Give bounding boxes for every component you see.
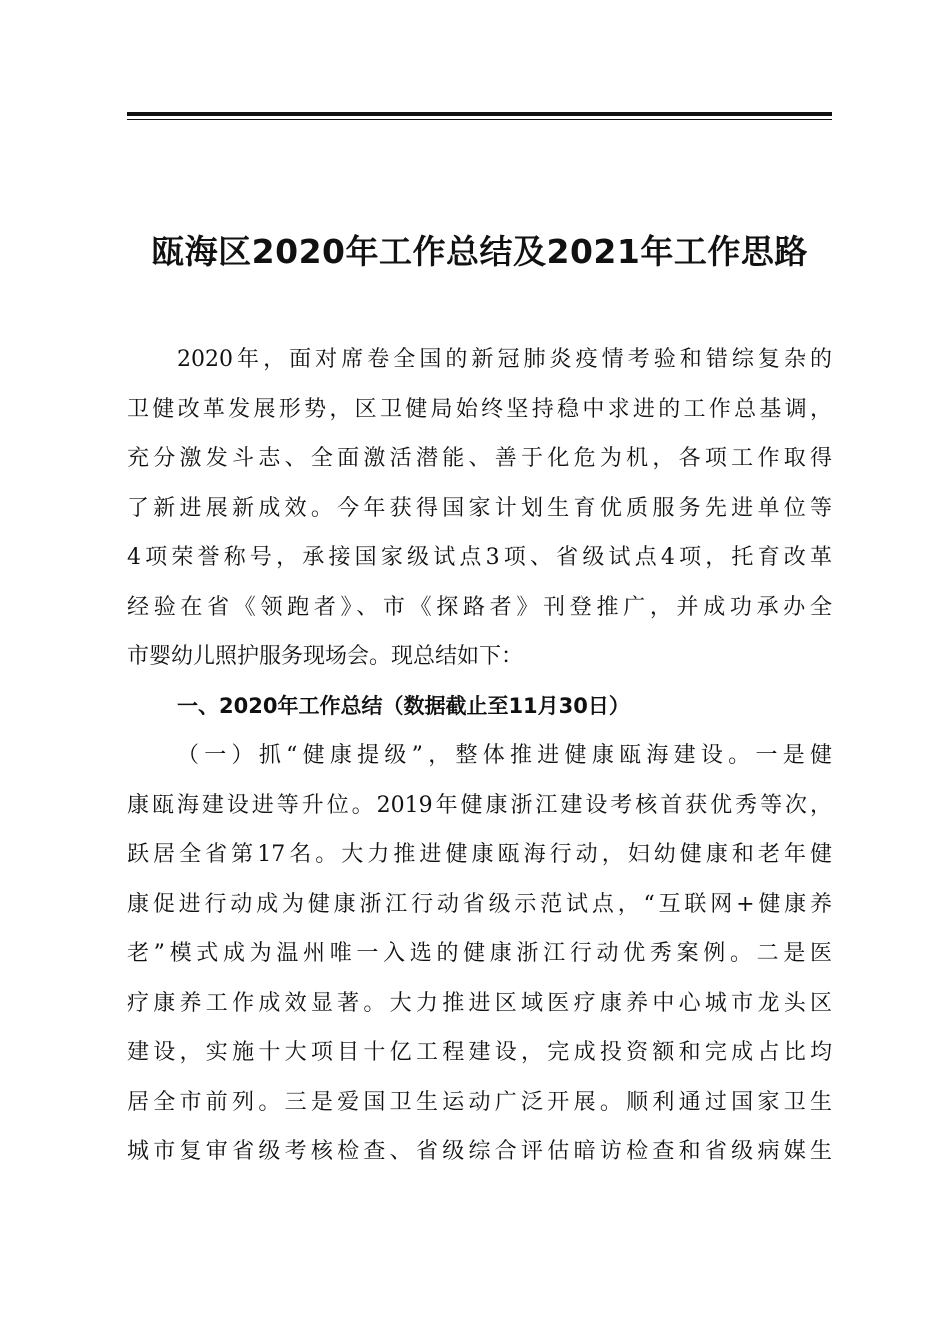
text-line: 疗康养工作成效显著。大力推进区域医疗康养中心城市龙头区 xyxy=(127,990,832,1016)
text-line: 康瓯海建设进等升位。2019年健康浙江建设考核首获优秀等次， xyxy=(127,792,832,818)
text-line: 2020年，面对席卷全国的新冠肺炎疫情考验和错综复杂的 xyxy=(177,347,832,372)
header-double-rule-thick xyxy=(127,112,832,116)
header-double-rule-thin xyxy=(127,119,832,120)
text-line: 跃居全省第17名。大力推进健康瓯海行动，妇幼健康和老年健 xyxy=(127,842,832,867)
text-line: （一）抓“健康提级”，整体推进健康瓯海建设。一是健 xyxy=(177,743,832,768)
text-line: 卫健改革发展形势，区卫健局始终坚持稳中求进的工作总基调， xyxy=(127,396,832,422)
text-line: 康促进行动成为健康浙江行动省级示范试点，“互联网+健康养 xyxy=(127,891,832,917)
text-line: 建设，实施十大项目十亿工程建设，完成投资额和完成占比均 xyxy=(127,1040,832,1065)
paragraph-section-1-1 xyxy=(127,731,832,1177)
text-line: 了新进展新成效。今年获得国家计划生育优质服务先进单位等 xyxy=(127,495,832,521)
document-body xyxy=(127,335,832,1177)
text-line: 城市复审省级考核检查、省级综合评估暗访检查和省级病媒生 xyxy=(127,1139,832,1164)
text-line: 老”模式成为温州唯一入选的健康浙江行动优秀案例。二是医 xyxy=(127,941,832,966)
text-line: 4项荣誉称号，承接国家级试点3项、省级试点4项，托育改革 xyxy=(127,545,832,570)
text-line: 居全市前列。三是爱国卫生运动广泛开展。顺利通过国家卫生 xyxy=(127,1089,832,1115)
text-line: 充分激发斗志、全面激活潜能、善于化危为机，各项工作取得 xyxy=(127,446,832,471)
section-heading: 一、2020年工作总结（数据截止至11月30日） xyxy=(177,693,630,718)
text-line: 经验在省《领跑者》、市《探路者》刊登推广，并成功承办全 xyxy=(127,594,832,620)
document-title: 瓯海区2020年工作总结及2021年工作思路 xyxy=(151,232,808,271)
text-line: 市婴幼儿照护服务现场会。现总结如下： xyxy=(127,644,524,669)
paragraph-intro xyxy=(127,335,832,682)
